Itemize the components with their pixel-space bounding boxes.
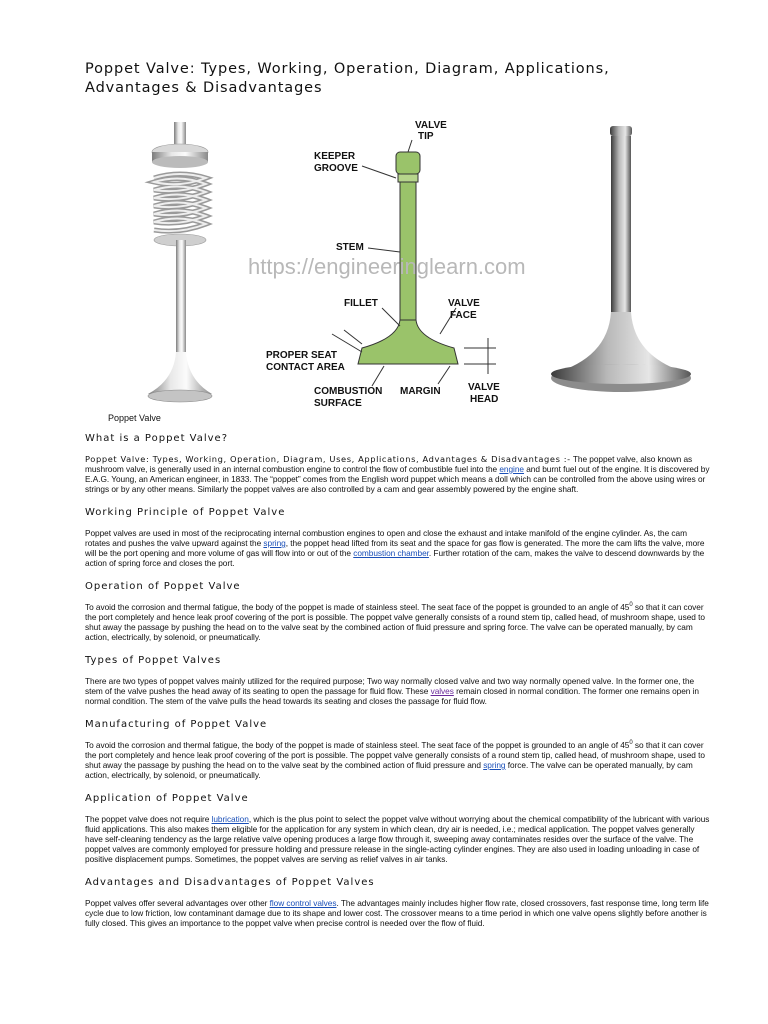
text-run: so that it can cover the port completely and hence leak proof covering of the port is possible. The poppet valve generally consists of a round stem tip, called head, of mushroom shape, used to shut away the passage by pushing the head on to the valve seat by the combined action of fluid pressure and spring force. The valve can be operated manually, by cam action, electrically, by solenoid, or pneumatically. — [85, 602, 705, 642]
valve-illustrations — [100, 112, 700, 412]
label-combustion-2: SURFACE — [314, 398, 362, 409]
label-valve-tip-1: VALVE — [415, 120, 447, 131]
figure-caption: Poppet Valve — [108, 413, 161, 423]
link-flow-control-valves[interactable]: flow control valves — [269, 898, 337, 908]
label-valve-face-2: FACE — [450, 310, 477, 321]
label-seat-1: PROPER SEAT — [266, 350, 337, 361]
heading-what-is: What is a Poppet Valve? — [85, 433, 229, 444]
paragraph-working — [85, 528, 711, 568]
label-stem: STEM — [336, 242, 364, 253]
article-body — [85, 432, 711, 940]
label-seat-2: CONTACT AREA — [266, 362, 345, 373]
label-margin: MARGIN — [400, 386, 441, 397]
paragraph-advantages — [85, 898, 711, 928]
heading-advantages: Advantages and Disadvantages of Poppet Valves — [85, 877, 375, 888]
degree-superscript: 0 — [629, 740, 633, 747]
link-combustion-chamber[interactable]: combustion chamber — [353, 548, 429, 558]
text-run: . The advantages mainly includes higher flow rate, closed crossovers, fast response time, long term life cycle due to low friction, low contaminant damage due to its shape and lower cost. The crossover means to a time period in which one valve opens slightly before another is fully closed. This gives an importance to the poppet valve when precise control is needed over the flow of fluid. — [85, 898, 709, 928]
link-lubrication[interactable]: lubrication — [211, 814, 249, 824]
text-run: Poppet valves offer several advantages over other — [85, 898, 270, 908]
text-run: force. The valve can be operated manually, by cam action, electrically, by solenoid, or pneumatically. — [85, 760, 693, 780]
heading-manufacturing: Manufacturing of Poppet Valve — [85, 719, 268, 730]
text-run: remain closed in normal condition. The former one remains open in normal condition. The stem of the valve pulls the head towards its seating and closes the passage for fluid flow. — [85, 686, 699, 706]
text-run: The poppet valve, also known as mushroom valve, is generally used in an internal combustion engine to control the flow of combustible fuel into the — [85, 454, 693, 474]
section-advantages — [85, 876, 711, 928]
text-run: To avoid the corrosion and thermal fatigue, the body of the poppet is made of stainless steel. The seat face of the poppet is grounded to an angle of 45 — [85, 602, 630, 612]
link-engine[interactable]: engine — [499, 464, 524, 474]
label-valve-head-2: HEAD — [470, 394, 499, 405]
section-operation — [85, 580, 711, 642]
heading-working: Working Principle of Poppet Valve — [85, 507, 286, 518]
paragraph-types — [85, 676, 711, 706]
link-spring[interactable]: spring — [263, 538, 286, 548]
paragraph-lead: Poppet Valve: Types, Working, Operation, Diagram, Uses, Applications, Advantages & Disadvantages :- — [85, 454, 571, 464]
label-keeper-1: KEEPER — [314, 151, 356, 162]
page-title: Poppet Valve: Types, Working, Operation, Diagram, Applications, Advantages & Disadvantages — [85, 61, 610, 96]
section-application — [85, 792, 711, 864]
link-valves[interactable]: valves — [430, 686, 454, 696]
label-valve-head-1: VALVE — [468, 382, 500, 393]
text-run: Poppet valves are used in most of the reciprocating internal combustion engines to open and close the exhaust and intake manifold of the engine cylinder. As, the cam rotates and pushes the valve upward against the — [85, 528, 687, 548]
label-combustion-1: COMBUSTION — [314, 386, 383, 397]
poppet-valve-figure — [100, 112, 700, 412]
heading-types: Types of Poppet Valves — [85, 655, 222, 666]
text-run: . Further rotation of the cam, makes the valve to descend downwards by the action of spring force and closes the port. — [85, 548, 705, 568]
watermark-text: https://engineeringlearn.com — [248, 254, 526, 279]
label-fillet: FILLET — [344, 298, 378, 309]
text-run: There are two types of poppet valves mainly utilized for the required purpose; Two way normally closed valve and two way normally opened valve. In the former one, the stem of the valve pushes the head away of its seating to open the passage for fluid flow. These — [85, 676, 695, 696]
text-run: To avoid the corrosion and thermal fatigue, the body of the poppet is made of stainless steel. The seat face of the poppet is grounded to an angle of 45 — [85, 740, 630, 750]
link-spring-2[interactable]: spring — [483, 760, 506, 770]
degree-superscript: 0 — [629, 602, 633, 609]
polished-valve-photo — [551, 126, 691, 392]
section-types — [85, 654, 711, 706]
paragraph-application — [85, 814, 711, 864]
section-manufacturing — [85, 718, 711, 780]
paragraph-manufacturing — [85, 740, 711, 780]
spring-valve-photo — [148, 122, 212, 402]
text-run: , the poppet head lifted from its seat and the space for gas flow is generated. The more the cam lifts the valve, more will be the port opening and more volume of gas will flow into or out of the — [85, 538, 705, 558]
text-run: , which is the plus point to select the poppet valve without worrying about the chemical compatibility of the lubricant with various fluid applications. This also makes them eligible for the application for any system in which clean, dry air is needed, i.e.; medical application. The poppet valves generally have self-cleaning tendency as the large relative valve opening produces a large flow through it, sweeping away contaminates resides over the surface of the valve. The poppet valves are commonly employed for pressure holding and pressure release in the single-acting cylinder engines. They are also used in loading unloading in case of positive displacement pumps. Sometimes, the poppet valves are serving as relief valves in air tanks. — [85, 814, 710, 864]
paragraph-what-is — [85, 454, 711, 494]
heading-operation: Operation of Poppet Valve — [85, 581, 241, 592]
label-keeper-2: GROOVE — [314, 163, 358, 174]
section-working — [85, 506, 711, 568]
label-valve-tip-2: TIP — [418, 131, 434, 142]
section-what-is — [85, 432, 711, 494]
label-valve-face-1: VALVE — [448, 298, 480, 309]
paragraph-operation — [85, 602, 711, 642]
text-run: and burnt fuel out of the engine. It is discovered by E.A.G. Young, an American engineer, in 1833. The “poppet” comes from the English word puppet which means a doll which can be controlled from the above using wires or strings or by any other means. Similarly the poppet valves are also controlled by a cam and gear assembly powered by the engine shaft. — [85, 464, 710, 494]
text-run: so that it can cover the port completely and hence leak proof covering of the port is possible. The poppet valve generally consists of a round stem tip, called head, of mushroom shape, used to shut away the passage by pushing the head on to the valve seat by the combined action of fluid pressure and — [85, 740, 705, 770]
heading-application: Application of Poppet Valve — [85, 793, 249, 804]
text-run: The poppet valve does not require — [85, 814, 212, 824]
